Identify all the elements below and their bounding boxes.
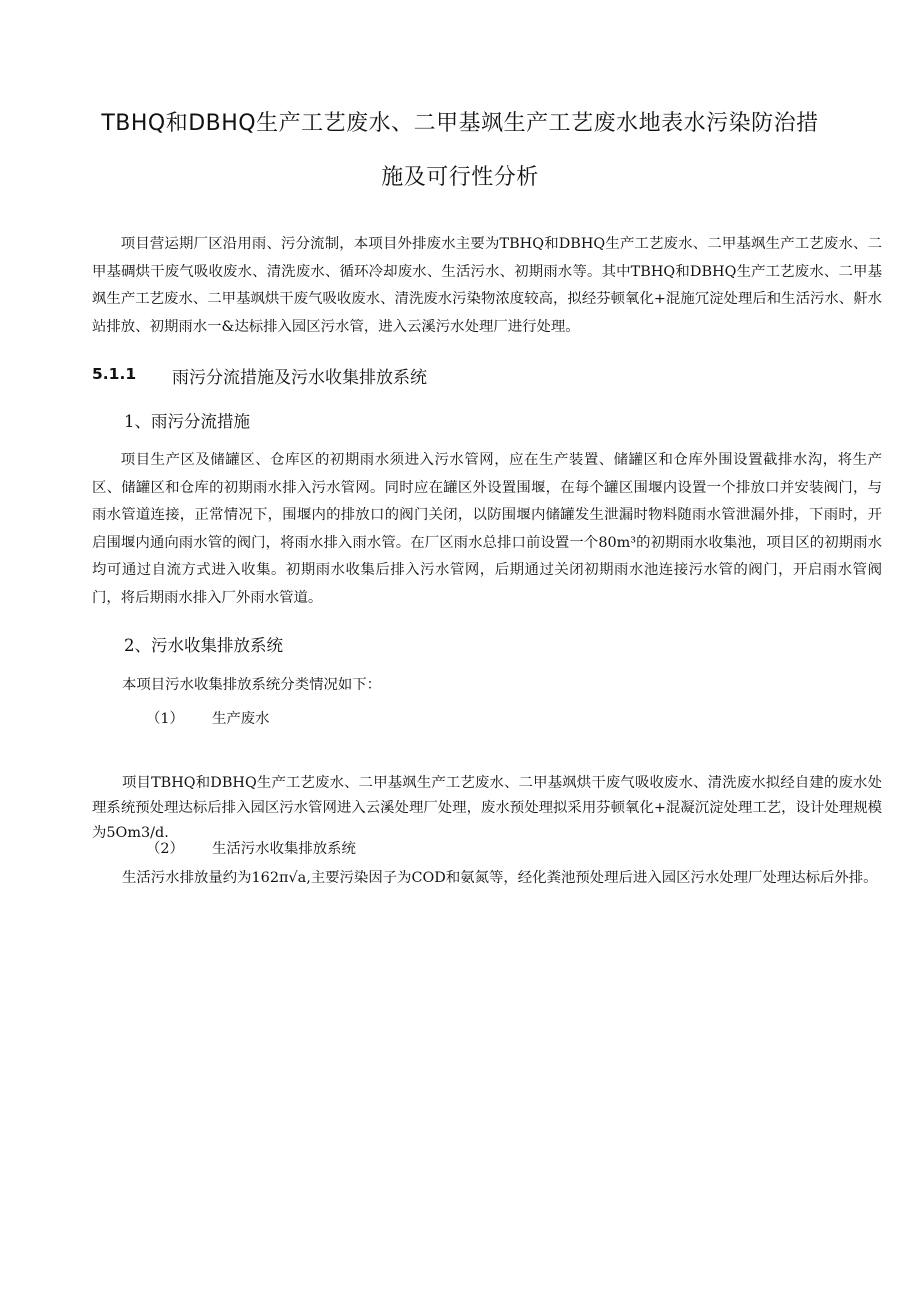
document-title-line-2: 施及可行性分析 bbox=[381, 165, 539, 190]
section-title: 雨污分流措施及污水收集排放系统 bbox=[172, 368, 427, 388]
rain-separation-paragraph: 项目生产区及储罐区、仓库区的初期雨水须进入污水管网，应在生产装置、储罐区和仓库外围设置截排水沟，将生产区、储罐区和仓库的初期雨水排入污水管网。同时应在罐区外设置围堰，在每个罐区围堰内设置一个排放口并安装阀门，与雨水管道连接，正常情况下，围堰内的排放口的阀门关闭，以防围堰内储罐发生泄漏时物料随雨水管泄漏外排，下雨时，开启围堰内通向雨水管的阀门，将雨水排入雨水管。在厂区雨水总排口前设置一个80m³的初期雨水收集池，项目区的初期雨水均可通过自流方式进入收集。初期雨水收集后排入污水管网，后期通过关闭初期雨水池连接污水管的阀门，开启雨水管阀门，将后期雨水排入厂外雨水管道。 bbox=[92, 452, 882, 606]
intro-paragraph: 项目营运期厂区沿用雨、污分流制，本项目外排废水主要为TBHQ和DBHQ生产工艺废水、二甲基飒生产工艺废水、二甲基碉烘干废气吸收废水、清洗废水、循环冷却废水、生活污水、初期雨水等。其中TBHQ和DBHQ生产工艺废水、二甲基飒生产工艺废水、二甲基飒烘干废气吸收废水、清洗废水污染物浓度较高，拟经芬顿氧化+混施冗淀处理后和生活污水、鼾水站排放、初期雨水一&达标排入园区污水管，进入云溪污水处理厂进行处理。 bbox=[92, 236, 882, 335]
document-title-line-1: TBHQ和DBHQ生产工艺废水、二甲基飒生产工艺废水地表水污染防治措 bbox=[101, 111, 819, 136]
section-number: 5.1.1 bbox=[92, 365, 137, 383]
item-1-number: （1） bbox=[146, 711, 184, 727]
sewage-intro-paragraph: 本项目污水收集排放系统分类情况如下： bbox=[122, 677, 382, 693]
domestic-sewage-paragraph: 生活污水排放量约为162π√a,主要污染因子为COD和氨氮等，经化粪池预处理后进入园区污水处理厂处理达标后外排。 bbox=[122, 870, 878, 886]
item-2-number: （2） bbox=[146, 841, 184, 857]
production-wastewater-paragraph: 项目TBHQ和DBHQ生产工艺废水、二甲基飒生产工艺废水、二甲基飒烘干废气吸收废水、清洗废水拟经自建的废水处理系统预处理达标后排入园区污水管网进入云溪处理厂处理，废水预处理拟采用芬顿氧化+混凝沉淀处理工艺，设计处理规模为5Om3∕d. bbox=[92, 775, 882, 841]
item-2-title: 生活污水收集排放系统 bbox=[212, 841, 356, 857]
subsection-heading-rain: 1、雨污分流措施 bbox=[124, 412, 250, 431]
subsection-heading-sewage: 2、污水收集排放系统 bbox=[124, 636, 283, 655]
item-1-title: 生产废水 bbox=[212, 711, 270, 727]
